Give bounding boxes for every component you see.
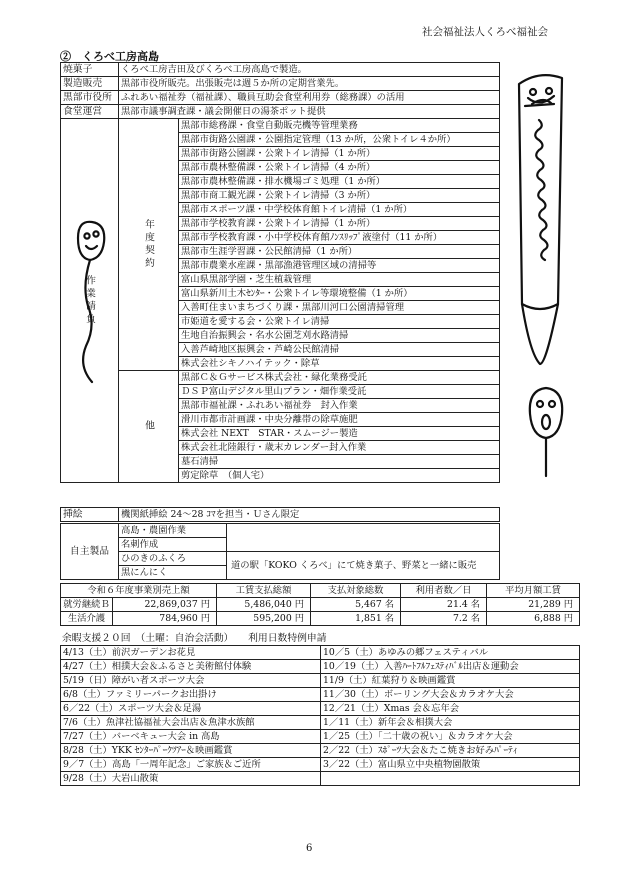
event-item: 5/19（日）障がい者スポーツ大会 — [61, 674, 321, 688]
self-products-label: 自主製品 — [61, 524, 119, 580]
work-item: 墓石清掃 — [179, 455, 500, 469]
stats-row-name: 生活介護 — [61, 612, 113, 626]
worm-drawing — [72, 216, 112, 386]
stats-header: 利用者数／日 — [401, 584, 487, 598]
stats-row — [61, 612, 580, 626]
stats-row-name: 就労継続Ｂ — [61, 598, 113, 612]
event-item: 8/28（土）YKK ｾﾝﾀｰﾊﾟｰｸﾂｱｰ＆映画鑑賞 — [61, 744, 321, 758]
self-product-item: ひのきのふくろ — [119, 552, 227, 566]
event-item: 2／22（土）ｽﾎﾟｰﾂ大会＆たこ焼きお好みﾊﾟｰﾃｨ — [321, 744, 580, 758]
event-item: 6/8（土）ファミリーパークお出掛け — [61, 688, 321, 702]
page-number: 6 — [306, 843, 313, 854]
work-item: 株式会社北陸銀行・歳末カレンダー封入作業 — [179, 441, 500, 455]
work-item: 滑川市都市計画課・中央分離帯の除草施肥 — [179, 413, 500, 427]
stats-header: 令和６年度事業別売上額 — [61, 584, 217, 598]
self-product-blank — [227, 524, 500, 538]
stats-count: 5,467 名 — [311, 598, 401, 612]
stats-header: 平均月額工賃 — [487, 584, 580, 598]
event-item: 7/6（土）魚津社協福祉大会出店＆魚津水族館 — [61, 716, 321, 730]
info-row-label: 黒部市役所 — [61, 91, 119, 105]
work-item: 黒部市スポーツ課・中学校体育館トイレ清掃（1 か所） — [179, 203, 500, 217]
illustration-table — [60, 507, 500, 522]
events-table — [60, 645, 580, 786]
stats-wages: 5,486,040 円 — [217, 598, 311, 612]
work-item: 富山県新川土木ｾﾝﾀｰ・公衆トイレ等環境整備（1 か所） — [179, 287, 500, 301]
self-products-table — [60, 523, 500, 580]
stats-sales: 784,960 円 — [113, 612, 217, 626]
organization-name: 社会福祉法人くろべ福祉会 — [422, 26, 548, 38]
work-row — [61, 119, 500, 133]
stats-table — [60, 583, 580, 626]
stats-avg: 21,289 円 — [487, 598, 580, 612]
work-item: 黒部市農林整備課・公衆トイレ清掃（4 か所） — [179, 161, 500, 175]
stats-avg: 6,888 円 — [487, 612, 580, 626]
info-row-label: 焼菓子 — [61, 63, 119, 77]
work-item: 黒部市学校教育課・公衆トイレ清掃（1 か所） — [179, 217, 500, 231]
stats-header-row — [61, 584, 580, 598]
work-row — [61, 371, 500, 385]
stats-header: 工賃支払総額 — [217, 584, 311, 598]
event-item: 11/9（土）紅葉狩り＆映画鑑賞 — [321, 674, 580, 688]
info-row — [61, 91, 500, 105]
work-item: 市姫道を愛する会・公衆トイレ清掃 — [179, 315, 500, 329]
self-product-item: 黒にんにく — [119, 566, 227, 580]
stats-wages: 595,200 円 — [217, 612, 311, 626]
pencil-drawing — [506, 64, 576, 374]
work-item: 黒部市福祉課・ふれあい福祉券 封入作業 — [179, 399, 500, 413]
event-item: 10／19（土）入善ﾊｰﾄﾌﾙﾌｪｽﾃｨﾊﾞﾙ出店＆運動会 — [321, 660, 580, 674]
stats-count: 1,851 名 — [311, 612, 401, 626]
event-row — [61, 772, 580, 786]
other-label: 他 — [119, 371, 179, 483]
event-row — [61, 646, 580, 660]
illustration-text: 機関紙挿絵 24～28 ｺﾏを担当・Ｕさん限定 — [119, 508, 500, 522]
work-item: 黒部市学校教育課・小中学校体育館ﾉﾝｽﾘｯﾌﾟ液塗付（11 か所） — [179, 231, 500, 245]
info-row-text: 黒部市議事調査課・議会開催日の湯茶ポット提供 — [119, 105, 500, 119]
event-item: 6／22（土）スポーツ大会＆足湯 — [61, 702, 321, 716]
work-item: 入善芦崎地区振興会・芦崎公民館清掃 — [179, 343, 500, 357]
work-item: 株式会社 NEXT STAR・スムージー製造 — [179, 427, 500, 441]
holiday-support-heading: 余暇支援２０回 （土曜：自治会活動） 利用日数特例申請 — [62, 633, 327, 644]
self-products-note: 道の駅「KOKO くろべ」にて焼き菓子、野菜と一緒に販売 — [227, 552, 500, 580]
event-item: 11／30（土）ボーリング大会＆カラオケ大会 — [321, 688, 580, 702]
self-product-item: 高島・農園作業 — [119, 524, 227, 538]
event-row — [61, 758, 580, 772]
info-row-text: ふれあい福祉券（福祉課）、職員互助会食堂利用券（総務課）の活用 — [119, 91, 500, 105]
work-item: ＤＳＰ富山デジタル里山プラン・畑作業受託 — [179, 385, 500, 399]
event-item: 10／5（土）あゆみの郷フェスティバル — [321, 646, 580, 660]
info-row-text: くろべ工房吉田及びくろべ工房高島で製造。 — [119, 63, 500, 77]
work-item: 黒部市農業水産課・黒部漁港管理区域の清掃等 — [179, 259, 500, 273]
stats-per-day: 7.2 名 — [401, 612, 487, 626]
work-item: 黒部市街路公園課・公園指定管理（13 か所，公衆トイレ４か所） — [179, 133, 500, 147]
event-row — [61, 716, 580, 730]
work-item: 黒部市農林整備課・排水機場ゴミ処理（1 か所） — [179, 175, 500, 189]
work-item: 黒部市総務課・食堂自動販売機等管理業務 — [179, 119, 500, 133]
work-item: 黒部市商工観光課・公衆トイレ清掃（3 か所） — [179, 189, 500, 203]
info-row-label: 製造販売 — [61, 77, 119, 91]
event-item — [321, 772, 580, 786]
event-row — [61, 702, 580, 716]
event-item: 9／7（土）高島「一周年記念」ご家族＆ご近所 — [61, 758, 321, 772]
event-row — [61, 744, 580, 758]
event-item: 9/28（土）大岩山散策 — [61, 772, 321, 786]
event-row — [61, 674, 580, 688]
info-row-label: 食堂運営 — [61, 105, 119, 119]
face-drawing — [524, 384, 568, 480]
event-item: 7/27（土）バーベキュー大会 in 高島 — [61, 730, 321, 744]
info-row — [61, 77, 500, 91]
self-product-item: 名刺作成 — [119, 538, 227, 552]
illustration-label: 挿絵 — [61, 508, 119, 522]
event-row — [61, 660, 580, 674]
info-row — [61, 105, 500, 119]
event-row — [61, 730, 580, 744]
work-item: 黒部Ｃ＆Ｇサービス株式会社・緑化業務受託 — [179, 371, 500, 385]
event-item: 12／21（土）Xmas 会＆忘年会 — [321, 702, 580, 716]
info-row-text: 黒部市役所販売。出張販売は週５か所の定期営業先。 — [119, 77, 500, 91]
section-title: ② くろべ工房高島 — [60, 50, 159, 63]
event-item: 3／22（土）富山県立中央植物園散策 — [321, 758, 580, 772]
event-row — [61, 688, 580, 702]
event-item: 4/13（土）前沢ガーデンお花見 — [61, 646, 321, 660]
event-item: 1／25（土）「二十歳の祝い」＆カラオケ大会 — [321, 730, 580, 744]
illustration-row — [61, 508, 500, 522]
stats-row — [61, 598, 580, 612]
stats-header: 支払対象総数 — [311, 584, 401, 598]
work-item: 黒部市生涯学習課・公民館清掃（1 か所） — [179, 245, 500, 259]
work-label: 作業請負 — [61, 119, 119, 483]
work-item: 剪定除草 （個人宅） — [179, 469, 500, 483]
work-item: 黒部市街路公園課・公衆トイレ清掃（1 か所） — [179, 147, 500, 161]
stats-sales: 22,869,037 円 — [113, 598, 217, 612]
work-item: 富山県黒部学園・芝生植栽管理 — [179, 273, 500, 287]
activities-table — [60, 62, 500, 483]
work-item: 株式会社シキノハイテック・除草 — [179, 357, 500, 371]
work-item: 生地自治振興会・名水公園芝刈水路清掃 — [179, 329, 500, 343]
stats-per-day: 21.4 名 — [401, 598, 487, 612]
event-item: 4/27（土）相撲大会＆ふるさと美術館付体験 — [61, 660, 321, 674]
annual-contract-label: 年度契約 — [119, 119, 179, 371]
info-row — [61, 63, 500, 77]
event-item: 1／11（土）新年会＆相撲大会 — [321, 716, 580, 730]
self-product-blank — [227, 538, 500, 552]
work-item: 入善町住まいまちづくり課・黒部川河口公園清掃管理 — [179, 301, 500, 315]
